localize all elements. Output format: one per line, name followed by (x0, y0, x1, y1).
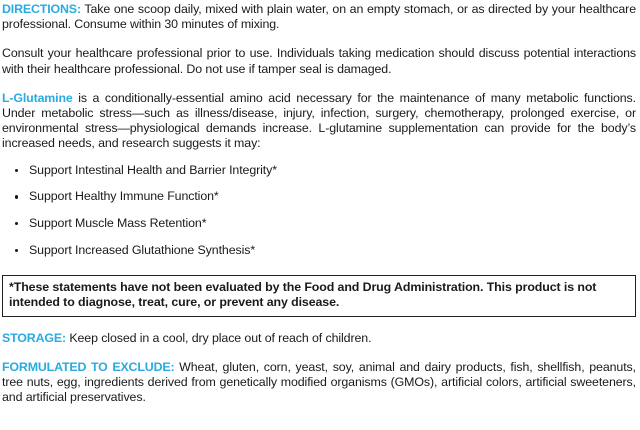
formulated-to-exclude-section (2, 360, 636, 406)
benefit-label: Support Intestinal Health and Barrier Integrity* (29, 162, 277, 177)
formulated-paragraph (2, 360, 636, 406)
list-item (2, 163, 636, 178)
spacer-before-benefits (2, 152, 636, 163)
benefit-label: Support Increased Glutathione Synthesis* (29, 242, 256, 257)
benefit-label: Support Healthy Immune Function* (29, 189, 219, 204)
benefit-label: Support Muscle Mass Retention* (29, 216, 207, 231)
storage-paragraph (2, 331, 636, 346)
storage-body: Keep closed in a cool, dry place out of reach of children. (65, 330, 372, 345)
spacer-after-consult (2, 77, 636, 91)
consult-paragraph: Consult your healthcare professional prior to use. Individuals taking medication should discuss potential interactions with their healthcare professional. Do not use if tamper seal is damaged. (2, 46, 636, 76)
formulated-body: Wheat, gluten, corn, yeast, soy, animal and dairy products, fish, shellfish, peanuts, tree nuts, egg, ingredients derived from genetically modified organisms (GMOs), artificial colors, artificial sweeteners, and artificial preservatives. (2, 359, 636, 405)
fda-disclaimer-box (2, 275, 636, 317)
directions-section (2, 2, 636, 32)
bullet-icon (15, 249, 18, 252)
spacer-before-formulated (2, 346, 636, 360)
directions-paragraph (2, 2, 636, 32)
directions-body-text: Take one scoop daily, mixed with plain water, on an empty stomach, or as directed by your healthcare professional. Consume within 30 minutes of mixing. (2, 2, 637, 32)
bullet-icon (15, 195, 18, 198)
spacer-before-storage (2, 317, 636, 331)
list-item (2, 243, 636, 258)
directions-heading: DIRECTIONS: (2, 2, 81, 16)
formulated-heading: FORMULATED TO EXCLUDE: (2, 359, 175, 374)
bullet-icon (15, 169, 18, 172)
consult-section (2, 46, 636, 76)
storage-heading: STORAGE: (2, 330, 66, 345)
list-item (2, 216, 636, 231)
bullet-icon (15, 222, 18, 225)
storage-section (2, 331, 636, 346)
ingredient-section (2, 91, 636, 152)
ingredient-heading: L-Glutamine (2, 90, 73, 105)
fda-disclaimer-text: *These statements have not been evaluated by the Food and Drug Administration. This product is not intended to diagnose, treat, cure, or prevent any disease. (9, 279, 597, 310)
ingredient-paragraph (2, 91, 636, 152)
list-item (2, 189, 636, 204)
spacer-after-directions (2, 32, 636, 46)
ingredient-body: is a conditionally-essential amino acid necessary for the maintenance of many metabolic functions. Under metabolic stress—such as illness/disease, injury, infection, surgery, chemotherapy, prolonged exercise, or environmental stress—physiological demands increase. L-glutamine supplementation can provide for the body’s increased needs, and research suggests it may: (2, 90, 636, 151)
benefits-list (2, 163, 636, 258)
spacer-before-fda-box (2, 258, 636, 275)
